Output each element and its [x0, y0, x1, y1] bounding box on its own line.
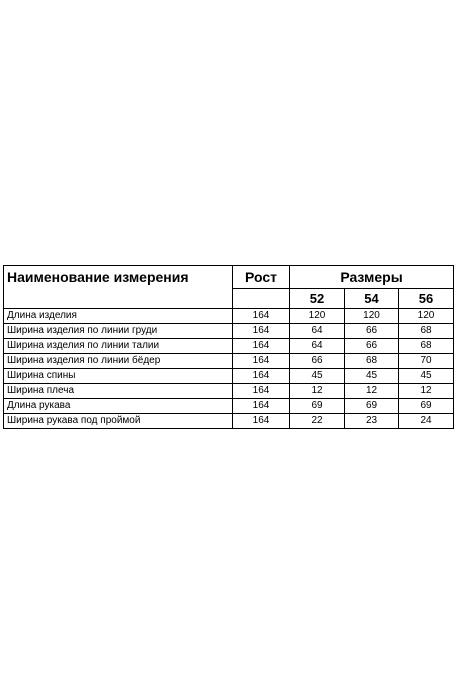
- table-row: [4, 384, 454, 399]
- size-value: 120: [345, 309, 399, 324]
- measurement-name: Ширина изделия по линии бёдер: [4, 354, 233, 369]
- size-value: 66: [290, 354, 345, 369]
- measurement-name: Ширина изделия по линии груди: [4, 324, 233, 339]
- size-value: 12: [345, 384, 399, 399]
- rost-value: 164: [233, 324, 290, 339]
- size-value: 66: [345, 324, 399, 339]
- header-sizes: Размеры: [290, 266, 454, 289]
- table-row: [4, 399, 454, 414]
- measurement-name: Ширина спины: [4, 369, 233, 384]
- size-value: 69: [345, 399, 399, 414]
- size-value: 68: [345, 354, 399, 369]
- rost-value: 164: [233, 369, 290, 384]
- rost-value: 164: [233, 309, 290, 324]
- header-measurement-name: Наименование измерения: [4, 266, 233, 309]
- size-value: 120: [290, 309, 345, 324]
- table-row: [4, 309, 454, 324]
- rost-value: 164: [233, 399, 290, 414]
- size-52: 52: [290, 289, 345, 309]
- rost-value: 164: [233, 339, 290, 354]
- size-value: 68: [399, 324, 454, 339]
- size-56: 56: [399, 289, 454, 309]
- table-row: [4, 339, 454, 354]
- header-rost: Рост: [233, 266, 290, 289]
- size-value: 66: [345, 339, 399, 354]
- size-value: 64: [290, 324, 345, 339]
- measurement-name: Ширина рукава под проймой: [4, 414, 233, 429]
- size-value: 69: [399, 399, 454, 414]
- size-value: 70: [399, 354, 454, 369]
- size-value: 120: [399, 309, 454, 324]
- size-value: 23: [345, 414, 399, 429]
- measurement-name: Ширина изделия по линии талии: [4, 339, 233, 354]
- size-value: 12: [290, 384, 345, 399]
- size-value: 12: [399, 384, 454, 399]
- size-value: 68: [399, 339, 454, 354]
- measurement-name: Длина рукава: [4, 399, 233, 414]
- rost-value: 164: [233, 384, 290, 399]
- rost-value: 164: [233, 414, 290, 429]
- rost-blank-cell: [233, 289, 290, 309]
- size-value: 22: [290, 414, 345, 429]
- table-row: [4, 354, 454, 369]
- table-header-row: [4, 266, 454, 289]
- measurement-name: Длина изделия: [4, 309, 233, 324]
- table-row: [4, 324, 454, 339]
- size-value: 69: [290, 399, 345, 414]
- size-chart-table: [3, 265, 454, 429]
- size-54: 54: [345, 289, 399, 309]
- size-value: 45: [399, 369, 454, 384]
- size-value: 45: [345, 369, 399, 384]
- rost-value: 164: [233, 354, 290, 369]
- size-value: 45: [290, 369, 345, 384]
- size-value: 64: [290, 339, 345, 354]
- size-value: 24: [399, 414, 454, 429]
- table-row: [4, 414, 454, 429]
- measurement-name: Ширина плеча: [4, 384, 233, 399]
- table-row: [4, 369, 454, 384]
